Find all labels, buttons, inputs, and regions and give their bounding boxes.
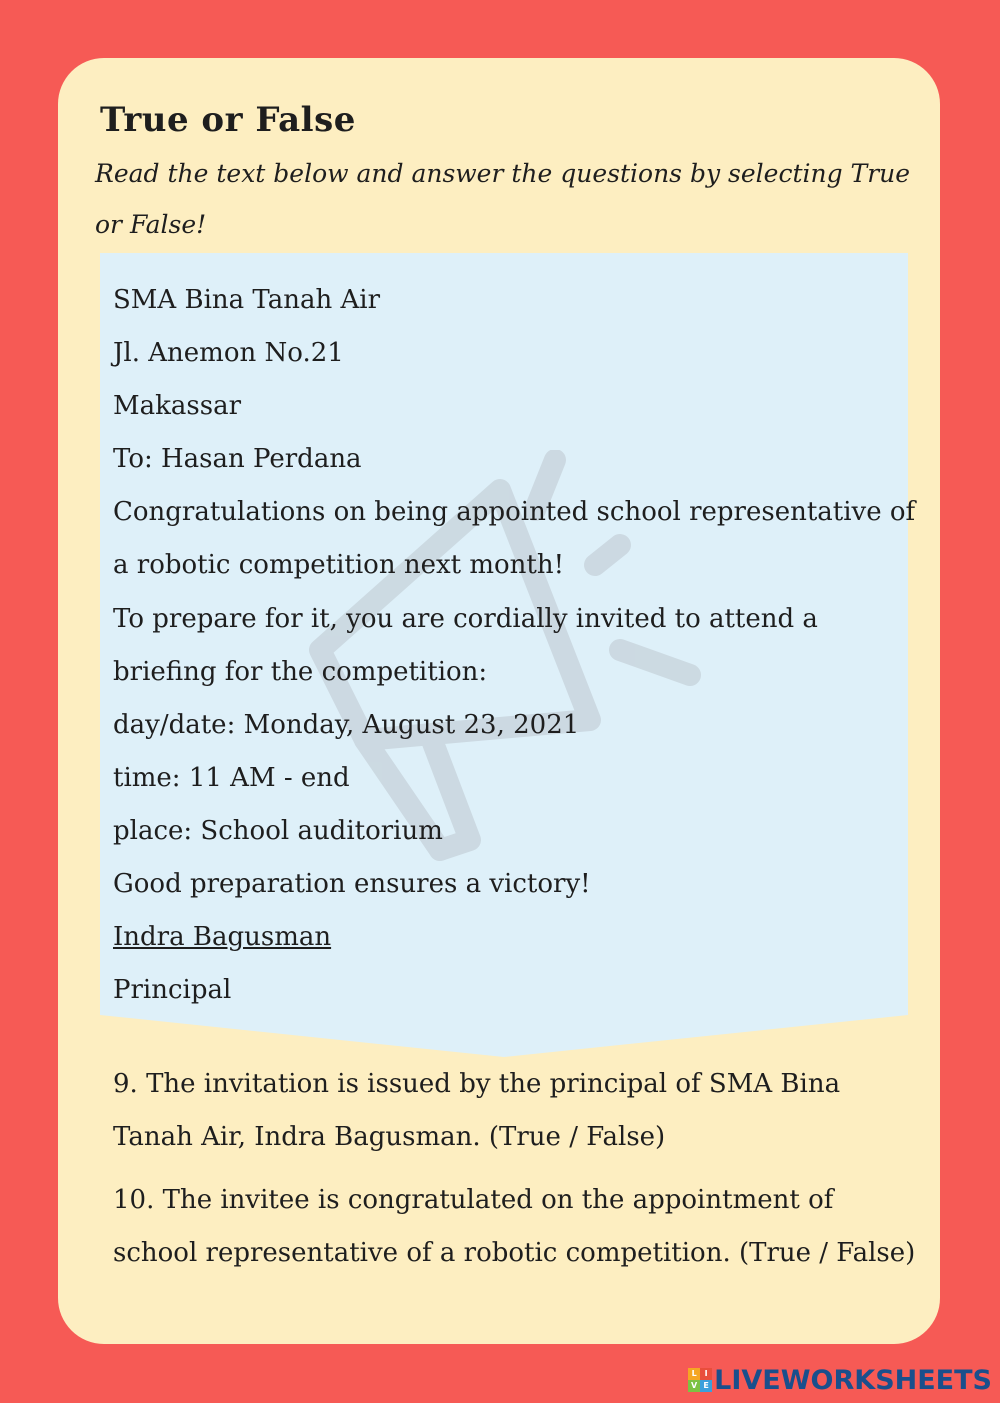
instruction-text: Read the text below and answer the questions by selecting True or False! [95, 159, 911, 239]
letter-line: time: 11 AM - end [113, 762, 350, 793]
question-9: 9. The invitation is issued by the principal of SMA Bina Tanah Air, Indra Bagusman. (True / False) [113, 1069, 841, 1152]
logo-mark-icon [688, 1368, 712, 1392]
letter-signature: Indra Bagusman [113, 922, 332, 953]
question-list [113, 1058, 923, 1290]
page-title: True or False [100, 100, 356, 140]
question-10: 10. The invitee is congratulated on the appointment of school representative of a robotic competition. (True / False) [113, 1185, 916, 1268]
letter-line: Good preparation ensures a victory! [113, 869, 591, 900]
letter-line: Makassar [113, 391, 241, 422]
letter-line: Jl. Anemon No.21 [113, 338, 344, 369]
logo-text: LIVEWORKSHEETS [714, 1364, 992, 1396]
logo-letter: E [700, 1380, 712, 1392]
letter-line: place: School auditorium [113, 815, 443, 846]
logo-letter: V [688, 1380, 700, 1392]
liveworksheets-logo [688, 1363, 992, 1397]
letter-line: a robotic competition next month! [113, 550, 565, 581]
letter-line: day/date: Monday, August 23, 2021 [113, 709, 580, 740]
letter-line: briefing for the competition: [113, 656, 488, 687]
letter-signer-position: Principal [113, 975, 232, 1006]
logo-letter: L [688, 1368, 700, 1380]
letter-line: Congratulations on being appointed school representative of [113, 497, 916, 528]
letter-line: To prepare for it, you are cordially invited to attend a [113, 603, 818, 634]
letter-line: To: Hasan Perdana [113, 444, 362, 475]
letter-content [113, 274, 916, 1017]
logo-letter: I [700, 1368, 712, 1380]
letter-line: SMA Bina Tanah Air [113, 285, 381, 315]
